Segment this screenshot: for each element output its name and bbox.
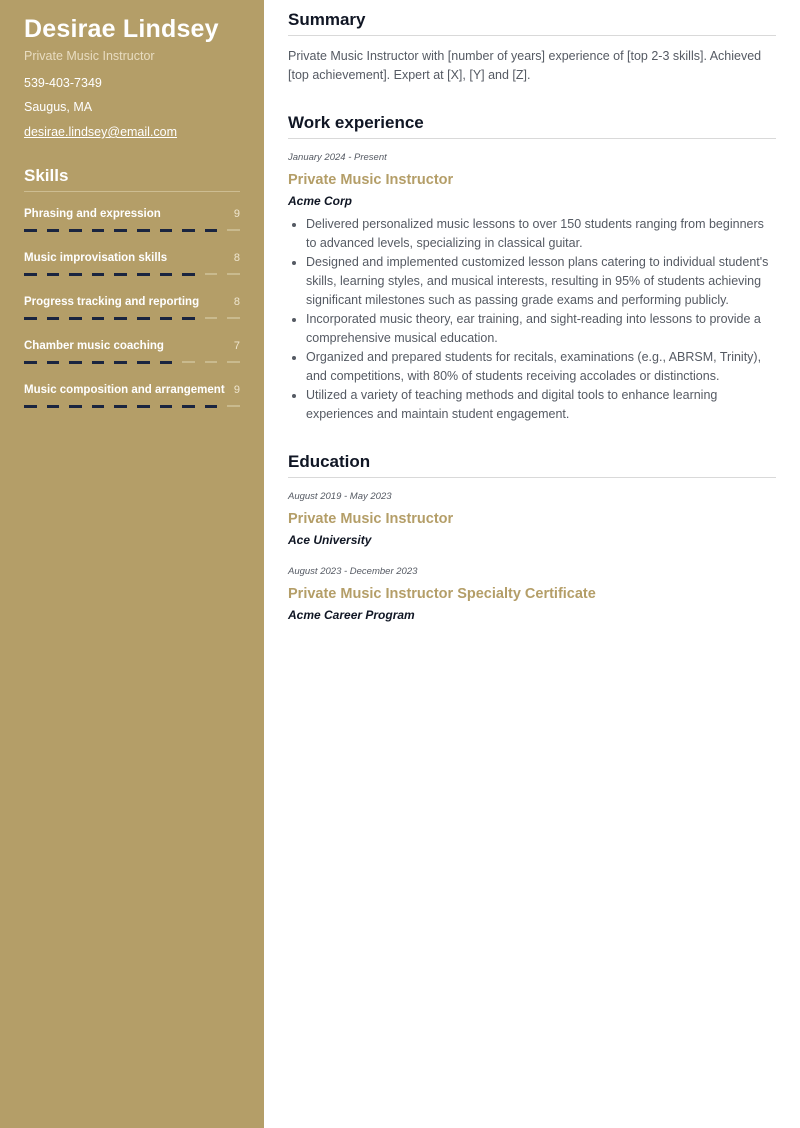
- skill-segment-filled: [137, 405, 150, 408]
- skill-segment-filled: [47, 229, 60, 232]
- summary-section: [288, 9, 776, 85]
- skill-segment-filled: [137, 273, 150, 276]
- job-bullet: • Incorporated music theory, ear training, and sight-reading into lessons to provide a comprehensive musical education.: [306, 310, 776, 348]
- main-content: [288, 0, 776, 624]
- summary-text: Private Music Instructor with [number of years] experience of [top 2-3 skills]. Achieved [top achievement]. Expert at [X], [Y] and [Z].: [288, 49, 762, 82]
- education-heading: Education: [288, 451, 776, 478]
- work-experience-heading: Work experience: [288, 112, 776, 139]
- job-bullets: [288, 215, 776, 424]
- skill-segment-filled: [47, 317, 60, 320]
- education-title: Private Music Instructor: [288, 511, 454, 527]
- skill-score: 7: [233, 340, 240, 352]
- job-bullet: • Organized and prepared students for recitals, examinations (e.g., ABRSM, Trinity), and competitions, with 80% of students receiving accolades or distinctions.: [306, 348, 776, 386]
- skill-segment-filled: [114, 361, 127, 364]
- skill-name: Progress tracking and reporting: [24, 296, 200, 308]
- sidebar: [0, 0, 264, 1128]
- skill-name: Music improvisation skills: [24, 252, 168, 264]
- skill-segment-filled: [24, 229, 37, 232]
- job-company: Acme Corp: [288, 194, 353, 208]
- job-date: January 2024 - Present: [288, 152, 387, 163]
- skill-level-bar: [24, 405, 240, 408]
- skill-segment-filled: [114, 317, 127, 320]
- skill-segment-filled: [182, 317, 195, 320]
- skill-segment-filled: [182, 273, 195, 276]
- skill-segment-filled: [47, 361, 60, 364]
- education-date: August 2023 - December 2023: [288, 566, 418, 577]
- skill-item: [24, 288, 240, 332]
- skill-segment-empty: [205, 317, 218, 319]
- skill-segment-filled: [114, 273, 127, 276]
- skill-segment-filled: [69, 405, 82, 408]
- education-school: Acme Career Program: [288, 608, 415, 622]
- education-school: Ace University: [288, 533, 372, 547]
- skill-segment-filled: [92, 229, 105, 232]
- skill-segment-filled: [205, 405, 218, 408]
- skill-segment-filled: [182, 405, 195, 408]
- skill-score: 9: [233, 384, 240, 396]
- skill-item: [24, 244, 240, 288]
- education-section: [288, 451, 776, 624]
- skill-segment-empty: [205, 273, 218, 275]
- skills-list: [24, 200, 240, 420]
- skill-segment-filled: [69, 273, 82, 276]
- skill-name: Music composition and arrangement: [24, 384, 225, 396]
- skill-segment-filled: [182, 229, 195, 232]
- skill-segment-filled: [205, 229, 218, 232]
- skill-segment-filled: [69, 317, 82, 320]
- skill-segment-filled: [92, 361, 105, 364]
- skill-segment-filled: [24, 317, 37, 320]
- skill-name: Chamber music coaching: [24, 340, 164, 352]
- location: Saugus, MA: [24, 100, 93, 114]
- skill-item: [24, 332, 240, 376]
- skill-segment-empty: [227, 229, 240, 231]
- skill-segment-filled: [137, 229, 150, 232]
- skill-item: [24, 376, 240, 420]
- skill-segment-filled: [24, 405, 37, 408]
- skill-segment-empty: [205, 361, 218, 363]
- skill-level-bar: [24, 273, 240, 276]
- skills-heading: Skills: [24, 165, 240, 192]
- summary-heading: Summary: [288, 9, 776, 36]
- job-entry: [288, 151, 776, 424]
- job-bullet: • Delivered personalized music lessons to over 150 students ranging from beginners to advanced levels, specializing in classical guitar.: [306, 215, 776, 253]
- skill-segment-filled: [24, 361, 37, 364]
- skill-segment-empty: [227, 273, 240, 275]
- education-entry: [288, 565, 776, 624]
- education-date: August 2019 - May 2023: [288, 491, 392, 502]
- skill-segment-empty: [227, 361, 240, 363]
- job-bullet: • Designed and implemented customized lesson plans catering to individual student's skills, learning styles, and musical interests, resulting in 95% of students achieving significant milestones such as passing grade exams and performing publicly.: [306, 253, 776, 310]
- skill-segment-filled: [114, 229, 127, 232]
- skill-segment-filled: [92, 273, 105, 276]
- skill-score: 8: [233, 296, 240, 308]
- skill-name: Phrasing and expression: [24, 208, 161, 220]
- skill-score: 9: [233, 208, 240, 220]
- job-bullet: • Utilized a variety of teaching methods and digital tools to enhance learning experiences and maintain student engagement.: [306, 386, 776, 424]
- skill-segment-filled: [137, 317, 150, 320]
- skill-level-bar: [24, 317, 240, 320]
- skill-score: 8: [233, 252, 240, 264]
- skill-segment-empty: [182, 361, 195, 363]
- skill-segment-filled: [137, 361, 150, 364]
- skill-item: [24, 200, 240, 244]
- skill-segment-empty: [227, 405, 240, 407]
- skill-segment-filled: [47, 273, 60, 276]
- skill-segment-filled: [69, 229, 82, 232]
- skill-segment-filled: [24, 273, 37, 276]
- skill-segment-filled: [160, 273, 173, 276]
- skill-level-bar: [24, 361, 240, 364]
- job-title: Private Music Instructor: [288, 172, 454, 188]
- skill-segment-filled: [114, 405, 127, 408]
- education-entry: [288, 490, 776, 549]
- phone-number: 539-403-7349: [24, 76, 102, 90]
- email-link[interactable]: desirae.lindsey@email.com: [24, 125, 178, 139]
- skill-segment-filled: [92, 317, 105, 320]
- work-experience-section: [288, 112, 776, 424]
- skill-level-bar: [24, 229, 240, 232]
- skill-segment-empty: [227, 317, 240, 319]
- skill-segment-filled: [92, 405, 105, 408]
- skill-segment-filled: [160, 229, 173, 232]
- candidate-name: Desirae Lindsey: [24, 15, 219, 43]
- education-title: Private Music Instructor Specialty Certificate: [288, 586, 596, 602]
- skill-segment-filled: [160, 405, 173, 408]
- skill-segment-filled: [47, 405, 60, 408]
- skill-segment-filled: [69, 361, 82, 364]
- candidate-role: Private Music Instructor: [24, 49, 155, 63]
- skill-segment-filled: [160, 361, 173, 364]
- skill-segment-filled: [160, 317, 173, 320]
